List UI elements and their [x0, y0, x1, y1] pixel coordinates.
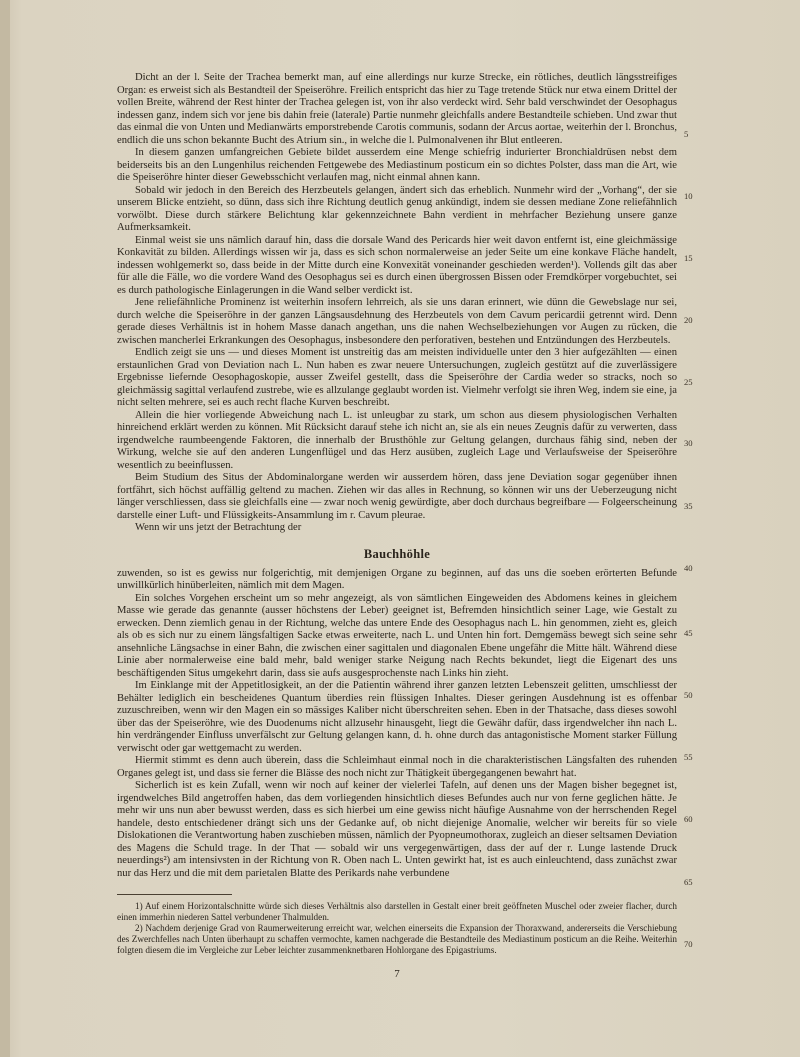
paragraph: Jene reliefähnliche Prominenz ist weiterhin insofern lehrreich, als sie uns daran erinnert, wie dünn die Gewebslage nur sei, durch welche die Speiseröhre in der ganzen Längsausdehnung des Herzbeutels von dem Cavum pericardii getrennt wird. Denn gerade dieses Verhältnis ist in hohem Masse danach angethan, uns die nahen Wechselbeziehungen vor Augen zu rücken, die zwischen mancherlei Erkrankungen des Oesophagus, insbesondere den perforativen, bestehen und Entzündungen des Herzbeutels. [117, 297, 677, 346]
line-number: 60 [684, 814, 693, 824]
binding-gutter [0, 0, 10, 1057]
line-number: 10 [684, 191, 693, 201]
footnote-rule [117, 894, 232, 895]
line-number: 55 [684, 752, 693, 762]
footnote: 2) Nachdem derjenige Grad von Raumerweiterung erreicht war, welchen einerseits die Expansion der Thoraxwand, andererseits die Verschiebung des Zwerchfelles nach Unten überhaupt zu schaffen vermochte, kamen nachgerade die Bestandteile des Mediastinum posticum an die Reihe. Weiterhin folgten diesem die im Vergleiche zur Leber leichter zusammenknetbaren Hohlorgane des Epigastriums. [117, 923, 677, 955]
line-number: 25 [684, 377, 693, 387]
line-number: 65 [684, 877, 693, 887]
paragraph: Im Einklange mit der Appetitlosigkeit, an der die Patientin während ihrer ganzen letzten Lebenszeit gelitten, umschliesst der Behälter lediglich ein bescheidenes Quantum überdies rein flüssigen Inhaltes. Dieser geringen Ausdehnung ist es offenbar zuzuschreiben, wenn wir den Magen ein so mässiges Kaliber nicht überschreiten sehen. Eben in der Thatsache, dass dieses sowohl über das der Speiseröhre, wie des Duodenums nicht allzusehr hinausgeht, liegt die Gewähr dafür, dass irgendwelcher ihn nach L. hin verdrängender Einfluss unverfälscht zur Geltung gelangen kann, d. h. ohne durch das antagonistische Moment starker Füllung verwischt oder gar wettgemacht zu werden. [117, 680, 677, 754]
paragraph: Einmal weist sie uns nämlich darauf hin, dass die dorsale Wand des Pericards hier weit davon entfernt ist, eine gleichmässige Konkavität zu bilden. Allerdings wissen wir ja, dass es sich schon normalerweise an jeder Seite um eine konkave Fläche handelt, indessen wohlgemerkt so, dass beide in der Mitte durch eine Konvexität voneinander geschieden werden¹). Vollends gilt das aber für alle die Fälle, wo die vordere Wand des Oesophagus sei es durch einen übergrossen Bissen oder Fremdkörper vorgebuchtet, sei es durch pathologische Einlagerungen in die Wand selber verdickt ist. [117, 234, 677, 296]
text-block [117, 72, 677, 980]
paragraph: Allein die hier vorliegende Abweichung nach L. ist unleugbar zu stark, um schon aus diesem physiologischen Verhalten hinreichend erklärt werden zu können. Mit Rücksicht darauf stehe ich nicht an, sie als ein neues Zeugnis dafür zu verwerten, dass irgendwelche raumbeengende Faktoren, die innerhalb der Brusthöhle zur Geltung gelangen, durchaus fähig sind, neben der Wirkung, welche sie auf den anderen Lungenflügel und das Herz ausüben, zugleich Lage und Verlaufsweise der Speiseröhre wesentlich zu beeinflussen. [117, 409, 677, 471]
line-number: 30 [684, 438, 693, 448]
paragraph: Ein solches Vorgehen erscheint um so mehr angezeigt, als von sämtlichen Eingeweiden des Abdomens keines in gleichem Masse wie gerade das genannte (ausser höchstens der Leber) geeignet ist, Befremden hinsichtlich seiner Lage, wie Gestalt zu erwecken. Denn ziemlich genau in der Richtung, welche das untere Ende des Oesophagus nach L. hin genommen, zieht es, gleich als ob es sich nur zu einem längsfaltigen Sacke etwas erweiterte, nach L. und Unten hin fort. Demgemäss bewegt sich seine sehr ansehnliche Längsachse in einer Bahn, die zwischen einer sagittalen und diagonalen Ebene ungefähr die Mitte hält. Während diese Linie aber normalerweise eine bald mehr, bald weniger starke Neigung nach Rechts bekundet, liegt die Eigenart des uns beschäftigenden Situs umgekehrt darin, dass sie aufs ausgesprochenste nach Links hin zieht. [117, 592, 677, 679]
line-number: 45 [684, 628, 693, 638]
paragraph: zuwenden, so ist es gewiss nur folgerichtig, mit demjenigen Organe zu beginnen, auf das uns die soeben erörterten Befunde unwillkürlich hinüberleiten, nämlich mit dem Magen. [117, 567, 677, 591]
footnote: 1) Auf einem Horizontalschnitte würde sich dieses Verhältnis also darstellen in Gestalt einer breit geöffneten Muschel oder zweier flacher, durch einen immerhin niederen Sattel verbundener Thalmulden. [117, 901, 677, 922]
line-number: 50 [684, 690, 693, 700]
paragraph: In diesem ganzen umfangreichen Gebiete bildet ausserdem eine Menge schiefrig indurierter Bronchialdrüsen nebst dem beiderseits bis an den Lungenhilus reichenden Fettgewebe des Mediastinum posticum ein so dichtes Polster, dass man die Art, wie die Speiseröhre hinter dieser Gewebsschicht verlaufen mag, nicht einmal ahnen kann. [117, 147, 677, 183]
line-number: 20 [684, 315, 693, 325]
paragraph: Endlich zeigt sie uns — und dieses Moment ist unstreitig das am meisten individuelle unter den 3 hier aufgezählten — einen erstaunlichen Grad von Deviation nach L. Nun haben es zwar neuere Untersuchungen, zugleich gestützt auf die zuverlässigere Ergebnisse liefernde Oesophagoskopie, ausser Zweifel gestellt, dass die Speiseröhre der Cardia weder so stracks, noch so gleichmässig sagittal verlaufend zustrebe, wie es allzulange geglaubt worden ist. Vielmehr verfolgt sie ihren Weg, indem sie eine, ja nicht selten mehrere, sei es auch recht flache Kurven beschreibt. [117, 347, 677, 408]
line-number: 40 [684, 563, 693, 573]
line-number: 15 [684, 253, 693, 263]
line-number: 35 [684, 501, 693, 511]
paragraph: Beim Studium des Situs der Abdominalorgane werden wir ausserdem hören, dass jene Deviation sogar gegenüber ihnen fortfährt, sich höchst auffällig geltend zu machen. Ziehen wir das alles in Rechnung, so können wir uns der Ueberzeugung nicht länger verschliessen, dass sie gleichfalls eine — zwar noch wenig gewürdigte, aber doch durchaus begreifbare — Folgeerscheinung darstelle einer Luft- und Flüssigkeits-Ansammlung im r. Cavum pleurae. [117, 472, 677, 521]
line-number-margin [684, 0, 704, 1057]
line-number: 5 [684, 129, 689, 139]
section-heading: Bauchhöhle [363, 546, 431, 561]
page-number: 7 [394, 968, 400, 980]
paragraph: Wenn wir uns jetzt der Betrachtung der [135, 522, 302, 533]
paragraph: Sicherlich ist es kein Zufall, wenn wir noch auf keiner der vielerlei Tafeln, auf denen uns der Magen bisher begegnet ist, irgendwelches Bild angetroffen haben, das dem vorliegenden hinsichtlich dieses Befundes auch nur von ferne geglichen hätte. Je mehr wir uns nun aber bewusst werden, dass es sich hierbei um eine gewiss nicht häufige Ausnahme von der herrschenden Regel handele, desto entschiedener drängt sich uns der Gedanke auf, ob nicht diejenige Anomalie, welcher wir bereits für so viele Dislokationen die Verantwortung haben zuschieben müssen, nämlich der Pyopneumothorax, zugleich an dieser seltsamen Deviation des Magens die Schuld trage. In der That — sobald wir uns vergegenwärtigen, dass der auf der r. Lunge lastende Druck neuerdings²) am intensivsten in der Richtung von R. Oben nach L. Unten gewirkt hat, ist es auch einleuchtend, dass zunächst zwar nur das Herz und die mit dem parietalen Blatte des Perikards nahe verbundene [117, 780, 677, 879]
paragraph: Dicht an der l. Seite der Trachea bemerkt man, auf eine allerdings nur kurze Strecke, ein rötliches, deutlich längsstreifiges Organ: es erweist sich als Bestandteil der Speiseröhre. Freilich entspricht das hier zu Tage tretende Stück nur etwa einem Drittel der vollen Breite, während der Rest hinter der Trachea gelegen ist, von ihr also verdeckt wird. Sehr bald verschwindet der Oesophagus indessen ganz, indem sich vor jene bis dahin freie (laterale) Partie nunmehr gleichfalls andere Bestandteile schieben. Und zwar thut das einmal die von Unten und Medianwärts emporstrebende Carotis communis, sodann der Arcus aortae, weiterhin der l. Bronchus, endlich die uns schon bekannte Bucht des Atrium sin., in welche die l. Pulmonalvenen ihr Blut entleeren. [117, 72, 677, 146]
paragraph: Sobald wir jedoch in den Bereich des Herzbeutels gelangen, ändert sich das erheblich. Nunmehr wird der „Vorhang“, der sie unserem Blicke entzieht, so dünn, dass sich ihre Richtung deutlich genug ankündigt, indem sie dessen mediane Zone reliefähnlich vorwölbt. Diese durch stärkere Belichtung klar gekennzeichnete Bahn verdient in mehrfacher Beziehung unsere ganze Aufmerksamkeit. [117, 184, 677, 233]
line-number: 70 [684, 939, 693, 949]
paragraph: Hiermit stimmt es denn auch überein, dass die Schleimhaut einmal noch in die charakteristischen Längsfalten des ruhenden Organes gelegt ist, und dass sie ferner die Blässe des noch nicht zur Thätigkeit übergegangenen bewahrt hat. [117, 755, 677, 779]
